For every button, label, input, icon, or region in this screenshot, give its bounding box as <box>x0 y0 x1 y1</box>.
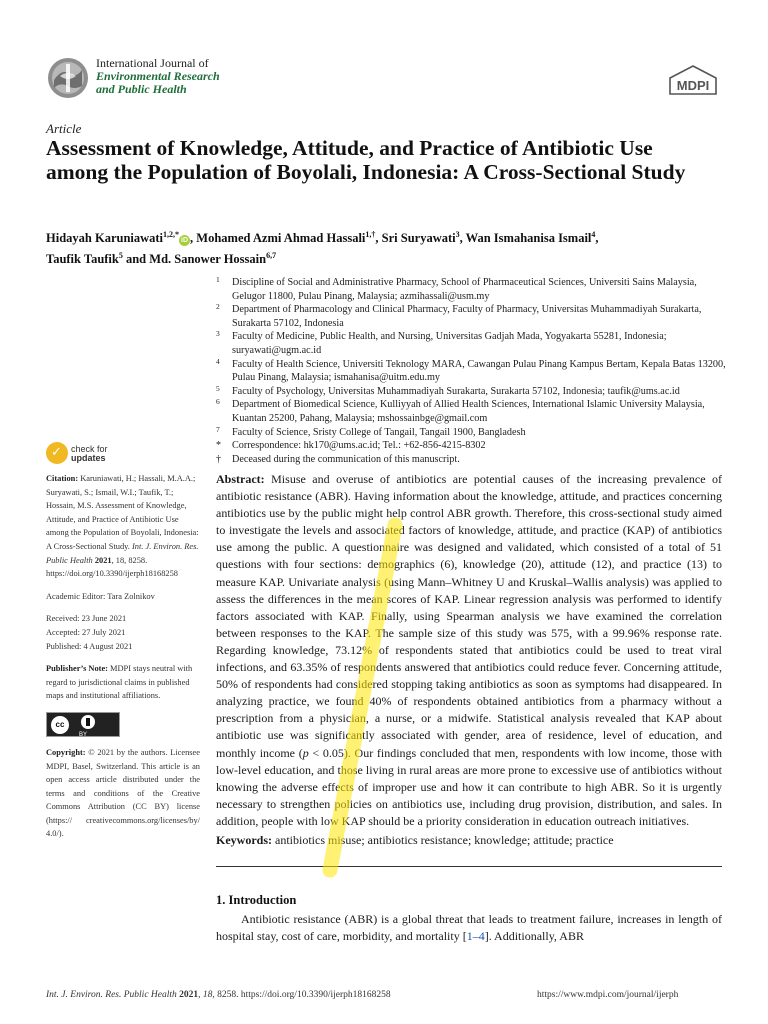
keywords-label: Keywords: <box>216 833 272 847</box>
journal-name-line1: International Journal of <box>96 56 209 70</box>
reference-link[interactable]: 1–4 <box>466 929 485 943</box>
affiliation-text: Faculty of Psychology, Universitas Muhammadiyah Surakarta, Surakarta 57102, Indonesia; taufik@ums.ac.id <box>232 385 680 397</box>
author-name: Wan Ismahanisa Ismail <box>465 231 592 246</box>
affiliation-marker: 4 <box>216 356 220 366</box>
cc-by-label: BY <box>79 731 88 738</box>
footer-year: 2021 <box>179 990 199 1000</box>
intro-text-after: ]. Additionally, ABR <box>484 929 584 943</box>
affiliation-text: Deceased during the communication of this manuscript. <box>232 453 460 465</box>
publishers-note-text: MDPI stays neutral with regard to jurisdictional claims in published maps and institutional affiliations. <box>46 664 193 701</box>
copyright-text: © 2021 by the authors. Licensee MDPI, Basel, Switzerland. This article is an open access article distributed under the terms and conditions of the Creative Commons Attribution (CC BY) license (https:// creativecommons.org/licenses/by/ 4.0/). <box>46 747 200 839</box>
journal-name-line3: and Public Health <box>96 82 187 96</box>
check-updates-line2: updates <box>71 453 106 463</box>
author-name: Mohamed Azmi Ahmad Hassali <box>196 231 366 246</box>
citation-journal: Int. J. Environ. Res. Public Health <box>46 541 199 565</box>
citation-year: 2021 <box>94 555 112 565</box>
date-accepted: Accepted: 27 July 2021 <box>46 627 126 637</box>
copyright-label: Copyright: <box>46 747 86 757</box>
affiliation-text: Department of Pharmacology and Clinical Pharmacy, Faculty of Pharmacy, Universitas Muhammadiyah Surakarta, Surakarta 57102, Indonesia <box>232 304 702 329</box>
affiliation-text: Discipline of Social and Administrative Pharmacy, School of Pharmaceutical Sciences, Universiti Sains Malaysia, Gelugor 11800, Pulau Pinang, Malaysia; azmihassali@usm.my <box>232 277 697 302</box>
affiliation-item <box>216 426 726 440</box>
footer-journal-url[interactable]: https://www.mdpi.com/journal/ijerph <box>537 990 679 1000</box>
footer-volume: 18 <box>202 990 213 1000</box>
keywords <box>216 832 722 849</box>
abstract-p-symbol: p <box>302 745 309 760</box>
affiliation-marker: * <box>216 440 221 452</box>
checkmark-icon: ✓ <box>51 445 62 460</box>
affiliation-marker: 3 <box>216 329 220 339</box>
author-separator: , <box>190 231 197 246</box>
affiliation-item <box>216 453 726 467</box>
keywords-text: antibiotics misuse; antibiotics resistance; knowledge; attitude; practice <box>275 833 614 847</box>
affiliation-text: Faculty of Science, Sristy College of Tangail, Tangail 1900, Bangladesh <box>232 426 526 438</box>
author-separator: , <box>595 231 599 246</box>
publishers-note-label: Publisher’s Note: <box>46 664 108 674</box>
section-heading-introduction: 1. Introduction <box>216 893 297 907</box>
author-affiliation-marker: 3 <box>455 230 460 239</box>
journal-name-line2: Environmental Research <box>96 69 220 83</box>
affiliation-item <box>216 276 726 303</box>
orcid-icon[interactable]: iD <box>181 237 189 245</box>
date-published: Published: 4 August 2021 <box>46 641 133 651</box>
citation-label: Citation: <box>46 474 79 483</box>
affiliation-item <box>216 358 726 385</box>
citation-text: Karuniawati, H.; Hassali, M.A.A.; Suryawati, S.; Ismail, W.I.; Taufik, T.; Hossain, M.S. Assessment of Knowledge, Attitude, and Practice of Antibiotic Use among the Population of Boyolali, Indonesia: A Cross-Sectional Study. <box>46 474 199 551</box>
cc-by-license-badge[interactable] <box>46 712 120 737</box>
author-separator: and <box>122 252 150 267</box>
author-list <box>46 226 726 268</box>
section-divider <box>216 866 722 867</box>
affiliation-item <box>216 439 726 453</box>
abstract <box>216 471 722 830</box>
academic-editor: Academic Editor: Tara Zolnikov <box>46 591 155 601</box>
abstract-text-part1: Misuse and overuse of antibiotics are potential causes of the increasing prevalence of antibiotic resistance (ABR). Having information about the knowledge, attitude, and practices concerning antibiotics use by the public might help control ABR growth. Therefore, this cross-sectional study aimed to investigate the levels and associated factors of knowledge, attitude, and practice (KAP) of antibiotics use among the public. A questionnaire was designed and validated, which consisted of a total of 51 questions with four sections: demographics (6), knowledge (20), attitude (12), and practice (13) to measure KAP. Univariate analysis (using Mann–Whitney U and Kruskal–Wallis analysis) was applied to assess the differences in the mean scores of KAP. Linear regression analysis was performed to identify factors associated with KAP. Finally, using Spearman analysis we have examined the correlation between responses to the KAP. The sample size of this study was 575, with a 99.96% response rate. Regarding knowledge, 73.12% of respondents stated that antibiotics could be used to treat viral infections, and 63.35% of respondents answered that antibiotics could reduce fever. Concerning attitude, 50% of respondents had considered stopping taking antibiotics as soon as symptoms had disappeared. In analyzing practice, we found 40% of respondents obtained antibiotics from a pharmacy without a prescription from a physician, a nurse, or a midwife. Statistical analysis revealed that KAP about antibiotic use was significantly associated with gender, area of residence, level of education, and monthly income ( <box>216 472 723 760</box>
affiliations-list <box>216 276 726 466</box>
journal-logo-icon <box>46 56 90 100</box>
footer-doi[interactable]: , 8258. https://doi.org/10.3390/ijerph18168258 <box>212 990 391 1000</box>
by-person-icon <box>81 715 95 729</box>
affiliation-marker: 2 <box>216 302 220 312</box>
affiliation-text: Department of Biomedical Science, Kulliyyah of Allied Health Sciences, International Islamic University Malaysia, Kuantan 25200, Pahang, Malaysia; mshossainbge@gmail.com <box>232 399 705 424</box>
author-affiliation-marker: 6,7 <box>266 251 277 261</box>
author-affiliation-marker: 5 <box>118 251 123 261</box>
abstract-text-part2: < 0.05). Our findings concluded that men, respondents with low income, those with low-level education, and those living in rural areas are more prone to excessive use of antibiotics without knowing the adverse effects of improper use and how it can contribute to high ABR. So it is urgently necessary to strengthen policies on antibiotics use, including drug provision, distribution, and sales. In addition, people with low KAP should be a priority consideration in education outreach initiatives. <box>216 745 722 828</box>
copyright-block <box>46 746 200 841</box>
article-info-sidebar <box>46 472 200 850</box>
affiliation-marker: † <box>216 453 221 465</box>
affiliation-item <box>216 303 726 330</box>
author-separator: , <box>375 231 382 246</box>
affiliation-text: Correspondence: hk170@ums.ac.id; Tel.: +62-856-4215-8302 <box>232 440 486 452</box>
dates-block <box>46 612 200 653</box>
affiliation-marker: 1 <box>216 275 220 284</box>
citation-rest[interactable]: , 18, 8258. https://doi.org/10.3390/ijerph18168258 <box>46 555 178 579</box>
author-affiliation-marker: 1,2,* <box>163 230 180 239</box>
affiliation-marker: 6 <box>216 397 220 407</box>
author-affiliation-marker: 4 <box>591 230 596 239</box>
intro-text-before: Antibiotic resistance (ABR) is a global threat that leads to treatment failure, increases in length of hospital stay, cost of care, morbidity, and mortality [ <box>216 912 722 943</box>
affiliation-text: Faculty of Health Science, Universiti Teknology MARA, Cawangan Pulau Pinang Kampus Bertam, Kepala Batas 13200, Pulau Pinang, Malaysia; ismahanisa@uitm.edu.my <box>232 358 726 384</box>
publishers-note <box>46 662 200 703</box>
date-received: Received: 23 June 2021 <box>46 614 127 624</box>
author-affiliation-marker: 1,† <box>365 230 376 239</box>
affiliation-marker: 7 <box>216 424 220 434</box>
introduction-paragraph <box>216 911 722 945</box>
affiliation-item <box>216 385 726 399</box>
citation-block <box>46 472 200 581</box>
footer-journal: Int. J. Environ. Res. Public Health <box>46 990 177 1000</box>
cc-icon: cc <box>51 716 69 734</box>
article-title: Assessment of Knowledge, Attitude, and Practice of Antibiotic Use among the Population of Boyolali, Indonesia: A Cross-Sectional Study <box>46 136 686 184</box>
mdpi-logo-icon <box>666 64 720 98</box>
footer-citation: Int. J. Environ. Res. Public Health 2021, 18, 8258. https://doi.org/10.3390/ijerph18168258 <box>46 990 391 1000</box>
check-for-updates-button[interactable] <box>46 442 146 466</box>
mdpi-logo-text: MDPI <box>676 78 710 93</box>
journal-name <box>96 57 220 96</box>
author-name: Taufik Taufik <box>46 252 119 267</box>
affiliation-text: Faculty of Medicine, Public Health, and Nursing, Universitas Gadjah Mada, Yogyakarta 55281, Indonesia; suryawati@ugm.ac.id <box>232 331 667 356</box>
author-name: Md. Sanower Hossain <box>149 252 267 267</box>
author-name: Sri Suryawati <box>381 231 456 246</box>
author-name: Hidayah Karuniawati <box>46 231 164 246</box>
affiliation-item <box>216 398 726 425</box>
affiliation-item <box>216 330 726 357</box>
affiliation-marker: 5 <box>216 383 220 393</box>
abstract-label: Abstract: <box>216 472 265 486</box>
article-type: Article <box>46 121 82 136</box>
check-updates-line1: check for <box>71 444 108 454</box>
author-separator: , <box>459 231 466 246</box>
